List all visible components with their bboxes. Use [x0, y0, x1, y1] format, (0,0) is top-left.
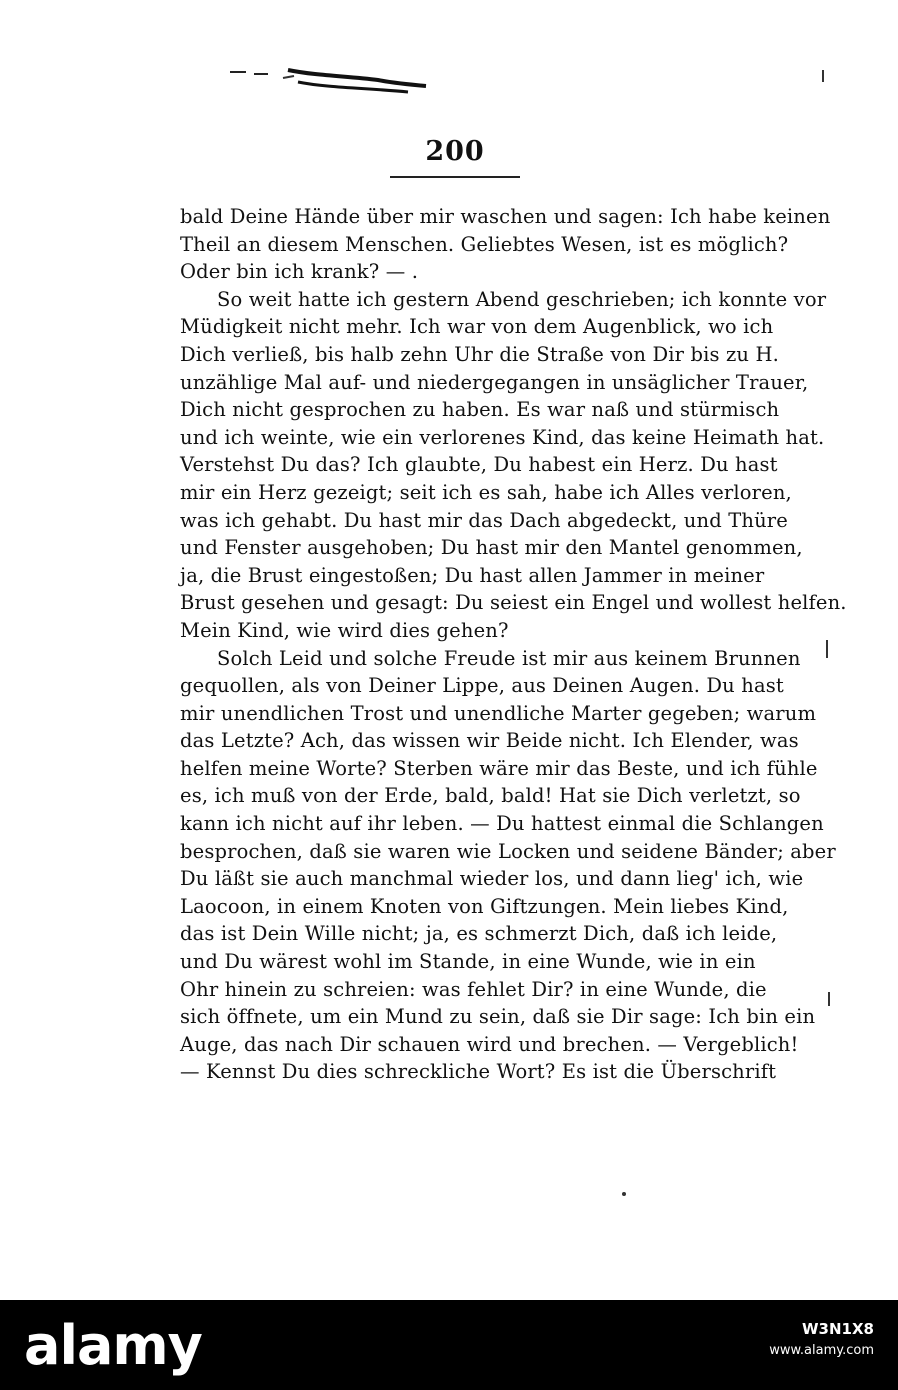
text-line: und Fenster ausgehoben; Du hast mir den Mantel genommen, — [180, 536, 803, 560]
text-line: was ich gehabt. Du hast mir das Dach abgedeckt, und Thüre — [180, 508, 788, 532]
text-line: unzählige Mal auf- und niedergegangen in unsäglicher Trauer, — [180, 370, 809, 394]
text-line: Theil an diesem Menschen. Geliebtes Wesen, ist es möglich? — [180, 232, 789, 256]
text-line: und Du wärest wohl im Stande, in eine Wunde, wie in ein — [180, 950, 756, 974]
text-line: Brust gesehen und gesagt: Du seiest ein Engel und wollest helfen. — [180, 591, 847, 615]
text-line: das ist Dein Wille nicht; ja, es schmerzt Dich, daß ich leide, — [180, 922, 778, 946]
watermark-info — [769, 1318, 874, 1362]
margin-mark — [828, 992, 830, 1006]
text-line: besprochen, daß sie waren wie Locken und seidene Bänder; aber — [180, 839, 836, 863]
text-line: Auge, das nach Dir schauen wird und brechen. — Vergeblich! — [180, 1032, 799, 1056]
text-line: — Kennst Du dies schreckliche Wort? Es ist die Überschrift — [180, 1060, 777, 1084]
text-line: mir unendlichen Trost und unendliche Marter gegeben; warum — [180, 701, 817, 725]
text-line: ja, die Brust eingestoßen; Du hast allen Jammer in meiner — [180, 563, 765, 587]
text-line: Laocoon, in einem Knoten von Giftzungen. Mein liebes Kind, — [180, 894, 789, 918]
ornament-flourish — [228, 62, 428, 96]
text-line: Dich nicht gesprochen zu haben. Es war naß und stürmisch — [180, 398, 780, 422]
text-line: Du läßt sie auch manchmal wieder los, und dann lieg' ich, wie — [180, 867, 804, 891]
margin-mark — [826, 640, 828, 658]
text-line: das Letzte? Ach, das wissen wir Beide nicht. Ich Elender, was — [180, 729, 799, 753]
text-line: sich öffnete, um ein Mund zu sein, daß sie Dir sage: Ich bin ein — [180, 1005, 816, 1029]
text-line: helfen meine Worte? Sterben wäre mir das Beste, und ich fühle — [180, 756, 818, 780]
ink-dot — [622, 1192, 626, 1196]
text-line: Mein Kind, wie wird dies gehen? — [180, 618, 509, 642]
text-line: kann ich nicht auf ihr leben. — Du hattest einmal die Schlangen — [180, 812, 824, 836]
text-line: bald Deine Hände über mir waschen und sagen: Ich habe keinen — [180, 205, 831, 228]
header-rule — [390, 176, 520, 178]
text-line: Oder bin ich krank? — . — [180, 260, 419, 284]
text-line: Dich verließ, bis halb zehn Uhr die Straße von Dir bis zu H. — [180, 342, 779, 366]
watermark-url: www.alamy.com — [769, 1343, 874, 1358]
margin-mark — [822, 70, 824, 82]
text-line: gequollen, als von Deiner Lippe, aus Deinen Augen. Du hast — [180, 674, 784, 698]
text-line: mir ein Herz gezeigt; seit ich es sah, habe ich Alles verloren, — [180, 480, 792, 504]
image-id: W3N1X8 — [802, 1320, 874, 1338]
body-text — [180, 203, 847, 1086]
paragraph — [180, 645, 836, 1087]
page-number: 200 — [425, 136, 485, 167]
watermark-banner — [0, 1300, 898, 1390]
paragraph — [180, 286, 847, 645]
text-line: und ich weinte, wie ein verlorenes Kind, das keine Heimath hat. — [180, 425, 825, 449]
text-line: es, ich muß von der Erde, bald, bald! Hat sie Dich verletzt, so — [180, 784, 801, 808]
text-line: Verstehst Du das? Ich glaubte, Du habest ein Herz. Du hast — [180, 453, 778, 477]
paragraph — [180, 203, 831, 286]
text-line: So weit hatte ich gestern Abend geschrieben; ich konnte vor — [217, 287, 827, 311]
text-line: Ohr hinein zu schreien: was fehlet Dir? in eine Wunde, die — [180, 977, 767, 1001]
alamy-logo: alamy — [24, 1314, 202, 1377]
text-line: Müdigkeit nicht mehr. Ich war von dem Augenblick, wo ich — [180, 315, 774, 339]
text-line: Solch Leid und solche Freude ist mir aus keinem Brunnen — [217, 646, 801, 670]
